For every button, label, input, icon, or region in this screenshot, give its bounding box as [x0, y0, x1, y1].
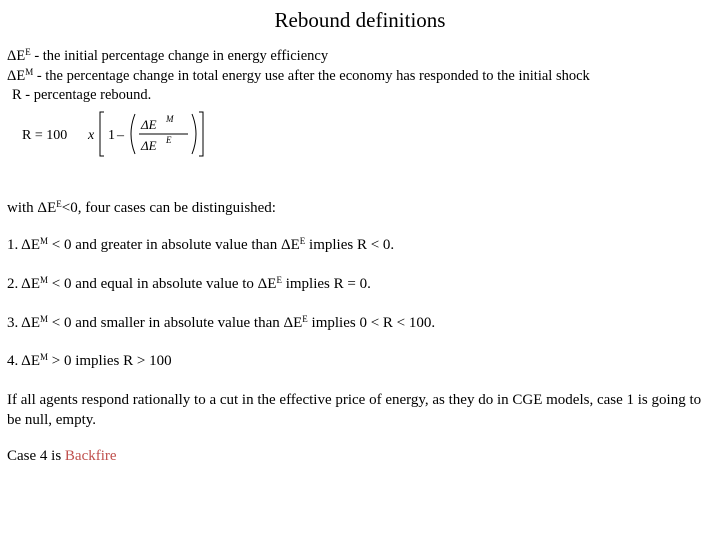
- definition-symbol: ΔE: [7, 68, 26, 84]
- formula-one: 1: [108, 128, 115, 143]
- case-3: [7, 314, 435, 332]
- definition-rebound: [12, 87, 151, 104]
- definition-superscript: E: [25, 47, 31, 57]
- case-prefix: 1. ΔE: [7, 237, 40, 253]
- definition-text: - the percentage change in total energy use after the economy has responded to the initial shock: [33, 68, 590, 84]
- case-prefix: 2. ΔE: [7, 276, 40, 292]
- formula-minus: –: [117, 128, 124, 143]
- case-superscript: E: [276, 275, 282, 285]
- case4-backfire-line: [7, 448, 117, 465]
- case-middle: > 0 implies R > 100: [48, 353, 172, 369]
- case-prefix: 3. ΔE: [7, 315, 40, 331]
- case-suffix: implies R < 0.: [305, 237, 395, 253]
- definition-symbol: ΔE: [7, 48, 26, 64]
- definition-text: - the initial percentage change in energy efficiency: [30, 48, 329, 64]
- definition-superscript: M: [25, 67, 34, 77]
- case-superscript: M: [39, 352, 48, 362]
- definition-text: - percentage rebound.: [21, 87, 152, 103]
- backfire-highlight: Backfire: [64, 448, 117, 464]
- case-middle: < 0 and equal in absolute value to ΔE: [48, 276, 277, 292]
- case-suffix: implies 0 < R < 100.: [307, 315, 436, 331]
- case-superscript: M: [39, 275, 48, 285]
- intro-post: <0, four cases can be distinguished:: [61, 200, 276, 216]
- denominator-superscript: E: [166, 135, 172, 145]
- formula-lhs: R = 100: [22, 128, 68, 143]
- case-superscript: E: [299, 236, 306, 246]
- fraction-denominator: ΔE: [141, 138, 157, 153]
- intro-superscript: E: [56, 199, 62, 209]
- inner-left-paren: [131, 114, 135, 154]
- conclusion-paragraph: If all agents respond rationally to a cut in the effective price of energy, as they do in CGE models, case 1 is going to be null, empty.: [7, 392, 702, 428]
- case-1: [7, 236, 394, 254]
- outer-left-bracket: [100, 112, 104, 156]
- case-4: [7, 352, 172, 370]
- cases-intro: [7, 199, 276, 217]
- outer-right-bracket: [199, 112, 203, 156]
- page-title: Rebound definitions: [274, 8, 446, 32]
- definition-energy-efficiency: [7, 47, 328, 65]
- inner-right-paren: [192, 114, 196, 154]
- case-middle: < 0 and smaller in absolute value than ΔE: [48, 315, 303, 331]
- case-suffix: implies R = 0.: [281, 276, 371, 292]
- case-2: [7, 275, 371, 293]
- case-middle: < 0 and greater in absolute value than ΔE: [48, 237, 300, 253]
- case-superscript: M: [39, 236, 48, 246]
- formula-times: x: [88, 128, 95, 143]
- case-prefix: 4. ΔE: [7, 353, 40, 369]
- case-superscript: E: [302, 314, 308, 324]
- fraction-numerator: ΔE: [141, 117, 157, 132]
- case-superscript: M: [39, 314, 48, 324]
- case4-prefix: Case 4 is: [7, 448, 65, 464]
- rebound-formula: [16, 108, 216, 160]
- definition-energy-use: [7, 67, 590, 85]
- definition-symbol: R: [12, 87, 22, 103]
- intro-pre: with ΔE: [7, 200, 57, 216]
- numerator-superscript: M: [166, 114, 174, 124]
